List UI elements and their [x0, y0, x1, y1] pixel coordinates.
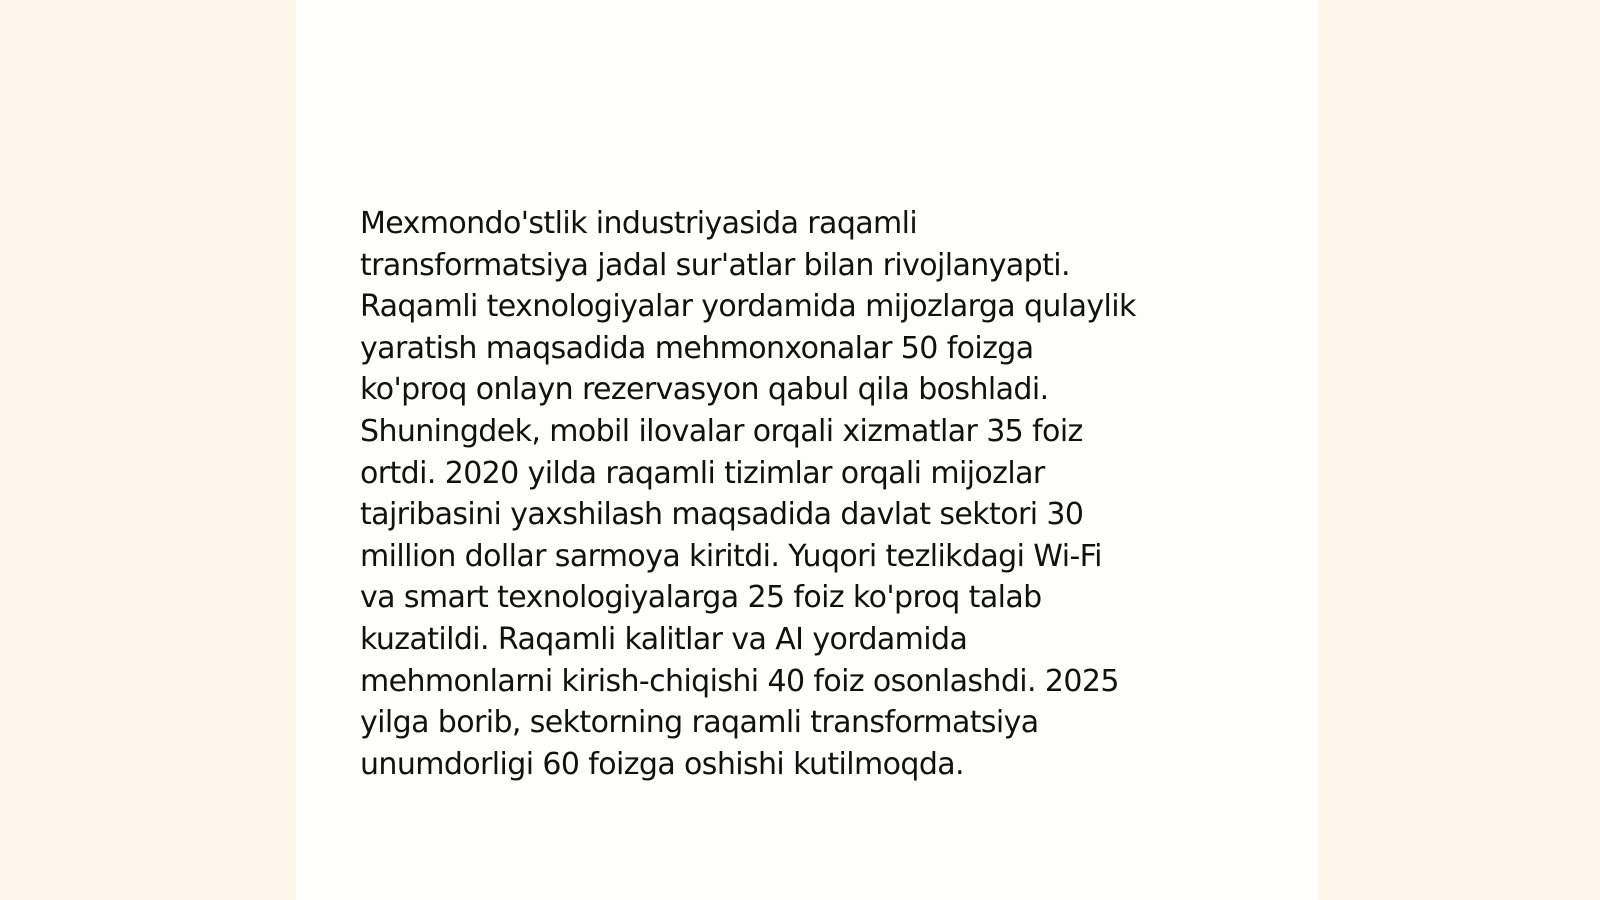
- paragraph-line: unumdorligi 60 foizga oshishi kutilmoqda.: [360, 746, 964, 782]
- paragraph-line: va smart texnologiyalarga 25 foiz ko'proq talab: [360, 580, 1042, 616]
- paragraph-line: transformatsiya jadal sur'atlar bilan rivojlanyapti.: [360, 247, 1070, 283]
- paragraph-line: million dollar sarmoya kiritdi. Yuqori tezlikdagi Wi-Fi: [360, 538, 1102, 574]
- paragraph-line: tajribasini yaxshilash maqsadida davlat sektori 30: [360, 497, 1084, 533]
- paragraph-line: Shuningdek, mobil ilovalar orqali xizmatlar 35 foiz: [360, 413, 1083, 449]
- paragraph-line: yaratish maqsadida mehmonxonalar 50 foizga: [360, 330, 1034, 366]
- paragraph-line: ortdi. 2020 yilda raqamli tizimlar orqali mijozlar: [360, 455, 1045, 491]
- document-page: [296, 0, 1318, 900]
- paragraph-line: yilga borib, sektorning raqamli transformatsiya: [360, 705, 1039, 741]
- paragraph-line: ko'proq onlayn rezervasyon qabul qila boshladi.: [360, 372, 1049, 408]
- paragraph-line: mehmonlarni kirish-chiqishi 40 foiz osonlashdi. 2025: [360, 663, 1119, 699]
- paragraph-line: Mexmondo'stlik industriyasida raqamli: [360, 206, 918, 241]
- paragraph-line: Raqamli texnologiyalar yordamida mijozlarga qulaylik: [360, 289, 1136, 325]
- body-paragraph: [360, 203, 1260, 785]
- paragraph-line: kuzatildi. Raqamli kalitlar va AI yordamida: [360, 621, 968, 657]
